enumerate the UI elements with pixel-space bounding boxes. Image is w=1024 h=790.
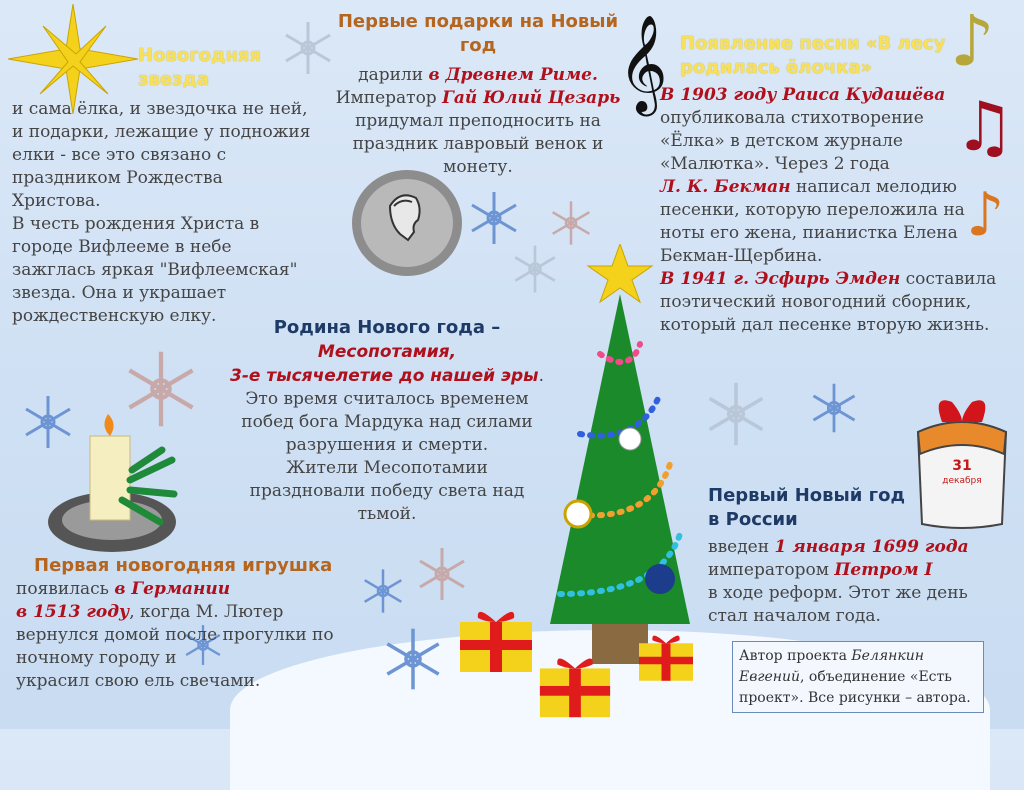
text-span: написал мелодию [790,177,957,197]
text-line: песенки, которую переложила на [660,200,965,220]
text-line: тьмой. [357,504,417,524]
music-notes-icon: ♫ [954,88,1015,167]
star-block-title: Новогодняя звезда [138,45,262,90]
text-line: ночному городу и [16,648,177,668]
gift-box-icon [536,650,614,720]
highlight-text: Гай Юлий Цезарь [442,88,621,108]
gifts-block-title [330,10,626,58]
text-line [739,667,977,688]
text-line: стал началом года. [708,606,881,626]
snowflake-icon [464,188,524,248]
text-line: в ходе реформ. Этот же день [708,583,968,603]
highlight-text: В 1903 году Раиса Кудашёва [660,85,946,105]
toy-block-title: Первая новогодняя игрушка [34,555,333,576]
text-line [330,87,626,110]
text-line: который дал песенке вторую жизнь. [660,315,990,335]
text-line: «Малютка». Через 2 года [660,154,890,174]
christmas-tree-icon [530,244,710,664]
gift-box-icon [636,628,696,684]
star-block-text [12,98,312,328]
text-span: . [538,366,544,386]
text-line: ноты его жена, пианистка Елена [660,223,958,243]
calendar-month: декабря [942,476,982,486]
text-line: городе Вифлееме в небе [12,237,232,257]
text-line: поэтический новогодний сборник, [660,292,972,312]
russia-block-text [708,536,1008,628]
text-line: и подарки, лежащие у подножия [12,122,311,142]
author-name: Белянкин [851,648,924,664]
text-span: появилась [16,579,115,599]
snowflake-icon [412,544,472,604]
text-line: опубликовала стихотворение [660,108,924,128]
text-line [16,601,368,624]
text-span: императором [708,560,835,580]
snowflake-icon [700,378,772,450]
text-span: Император [335,88,443,108]
snowflake-icon [546,198,596,248]
text-line: звезда. Она и украшает [12,283,227,303]
title-line: в России [708,509,798,530]
text-line: Жители Месопотамии [286,458,488,478]
candle-icon [42,410,182,556]
text-line: разрушения и смерти. [285,435,489,455]
text-line: В честь рождения Христа в [12,214,260,234]
author-name: Евгений [739,669,800,685]
text-line: украсил свою ель свечами. [16,671,261,691]
highlight-text: Месопотамия, [317,342,457,362]
homeland-text [216,388,558,526]
text-line: проект». Все рисунки – автора. [739,690,971,706]
title-line: Первые подарки на Новый [337,11,619,32]
text-line: праздновали победу света над [249,481,525,501]
highlight-text: В 1941 г. Эсфирь Эмден [660,269,901,289]
text-line: придумал преподносить на [355,111,601,131]
homeland-title: Родина Нового года – [273,317,501,338]
text-span: составила [900,269,997,289]
title-line: год [459,35,497,56]
text-line: «Ёлка» в детском журнале [660,131,903,151]
text-line: елки - все это связано с [12,145,227,165]
text-line: и сама ёлка, и звездочка не ней, [12,99,308,119]
highlight-text: в Древнем Риме. [428,65,598,85]
text-span: Автор проекта [739,648,852,664]
text-line: Бекман-Щербина. [660,246,823,266]
text-line: зажглась яркая "Вифлеемская" [12,260,298,280]
text-line: праздник лавровый венок и [352,134,604,154]
text-line: вернулся домой после прогулки по [16,625,334,645]
text-line [739,646,977,667]
text-line: рождественскую елку. [12,306,217,326]
gift-box-icon [456,604,536,674]
homeland-block [216,316,558,526]
author-box [732,641,984,713]
text-line [330,64,626,87]
text-line: монету. [443,157,513,177]
text-line [660,176,1016,199]
music-note-icon: ♪ [950,0,995,82]
snowflake-icon [378,624,448,694]
highlight-text: Л. К. Бекман [660,177,791,197]
text-line: праздником Рождества [12,168,223,188]
music-note-icon: ♪ [966,180,1005,250]
russia-block-title [708,484,928,532]
text-line: Это время считалось временем [245,389,529,409]
text-span: , объединение «Есть [799,669,952,685]
text-span: дарили [358,65,429,85]
text-span: , когда М. Лютер [129,602,284,622]
title-line: Появление песни «В лесу [680,33,946,54]
highlight-text: в Германии [114,579,231,599]
highlight-text: 3-е тысячелетие до нашей эры [230,366,539,386]
coin-icon [350,168,464,278]
text-line [216,364,558,388]
gifts-block-text [330,64,626,179]
song-block-title [680,32,970,80]
highlight-text: 1 января 1699 года [774,537,969,557]
text-line: побед бога Мардука над силами [241,412,533,432]
text-span: введен [708,537,775,557]
highlight-text: Петром I [834,560,933,580]
calendar-day: 31 [952,458,972,474]
text-line [708,559,1008,582]
title-line: родилась ёлочка» [680,57,873,78]
treble-clef-icon: 𝄞 [618,14,668,112]
text-line [16,578,368,601]
text-line [660,268,1016,291]
title-line: Первый Новый год [708,485,905,506]
text-line: Христова. [12,191,101,211]
highlight-text: в 1513 году [16,602,130,622]
snowflake-icon [278,18,338,78]
text-line [708,536,1008,559]
toy-block-text [16,578,368,693]
snowflake-icon [806,380,862,436]
